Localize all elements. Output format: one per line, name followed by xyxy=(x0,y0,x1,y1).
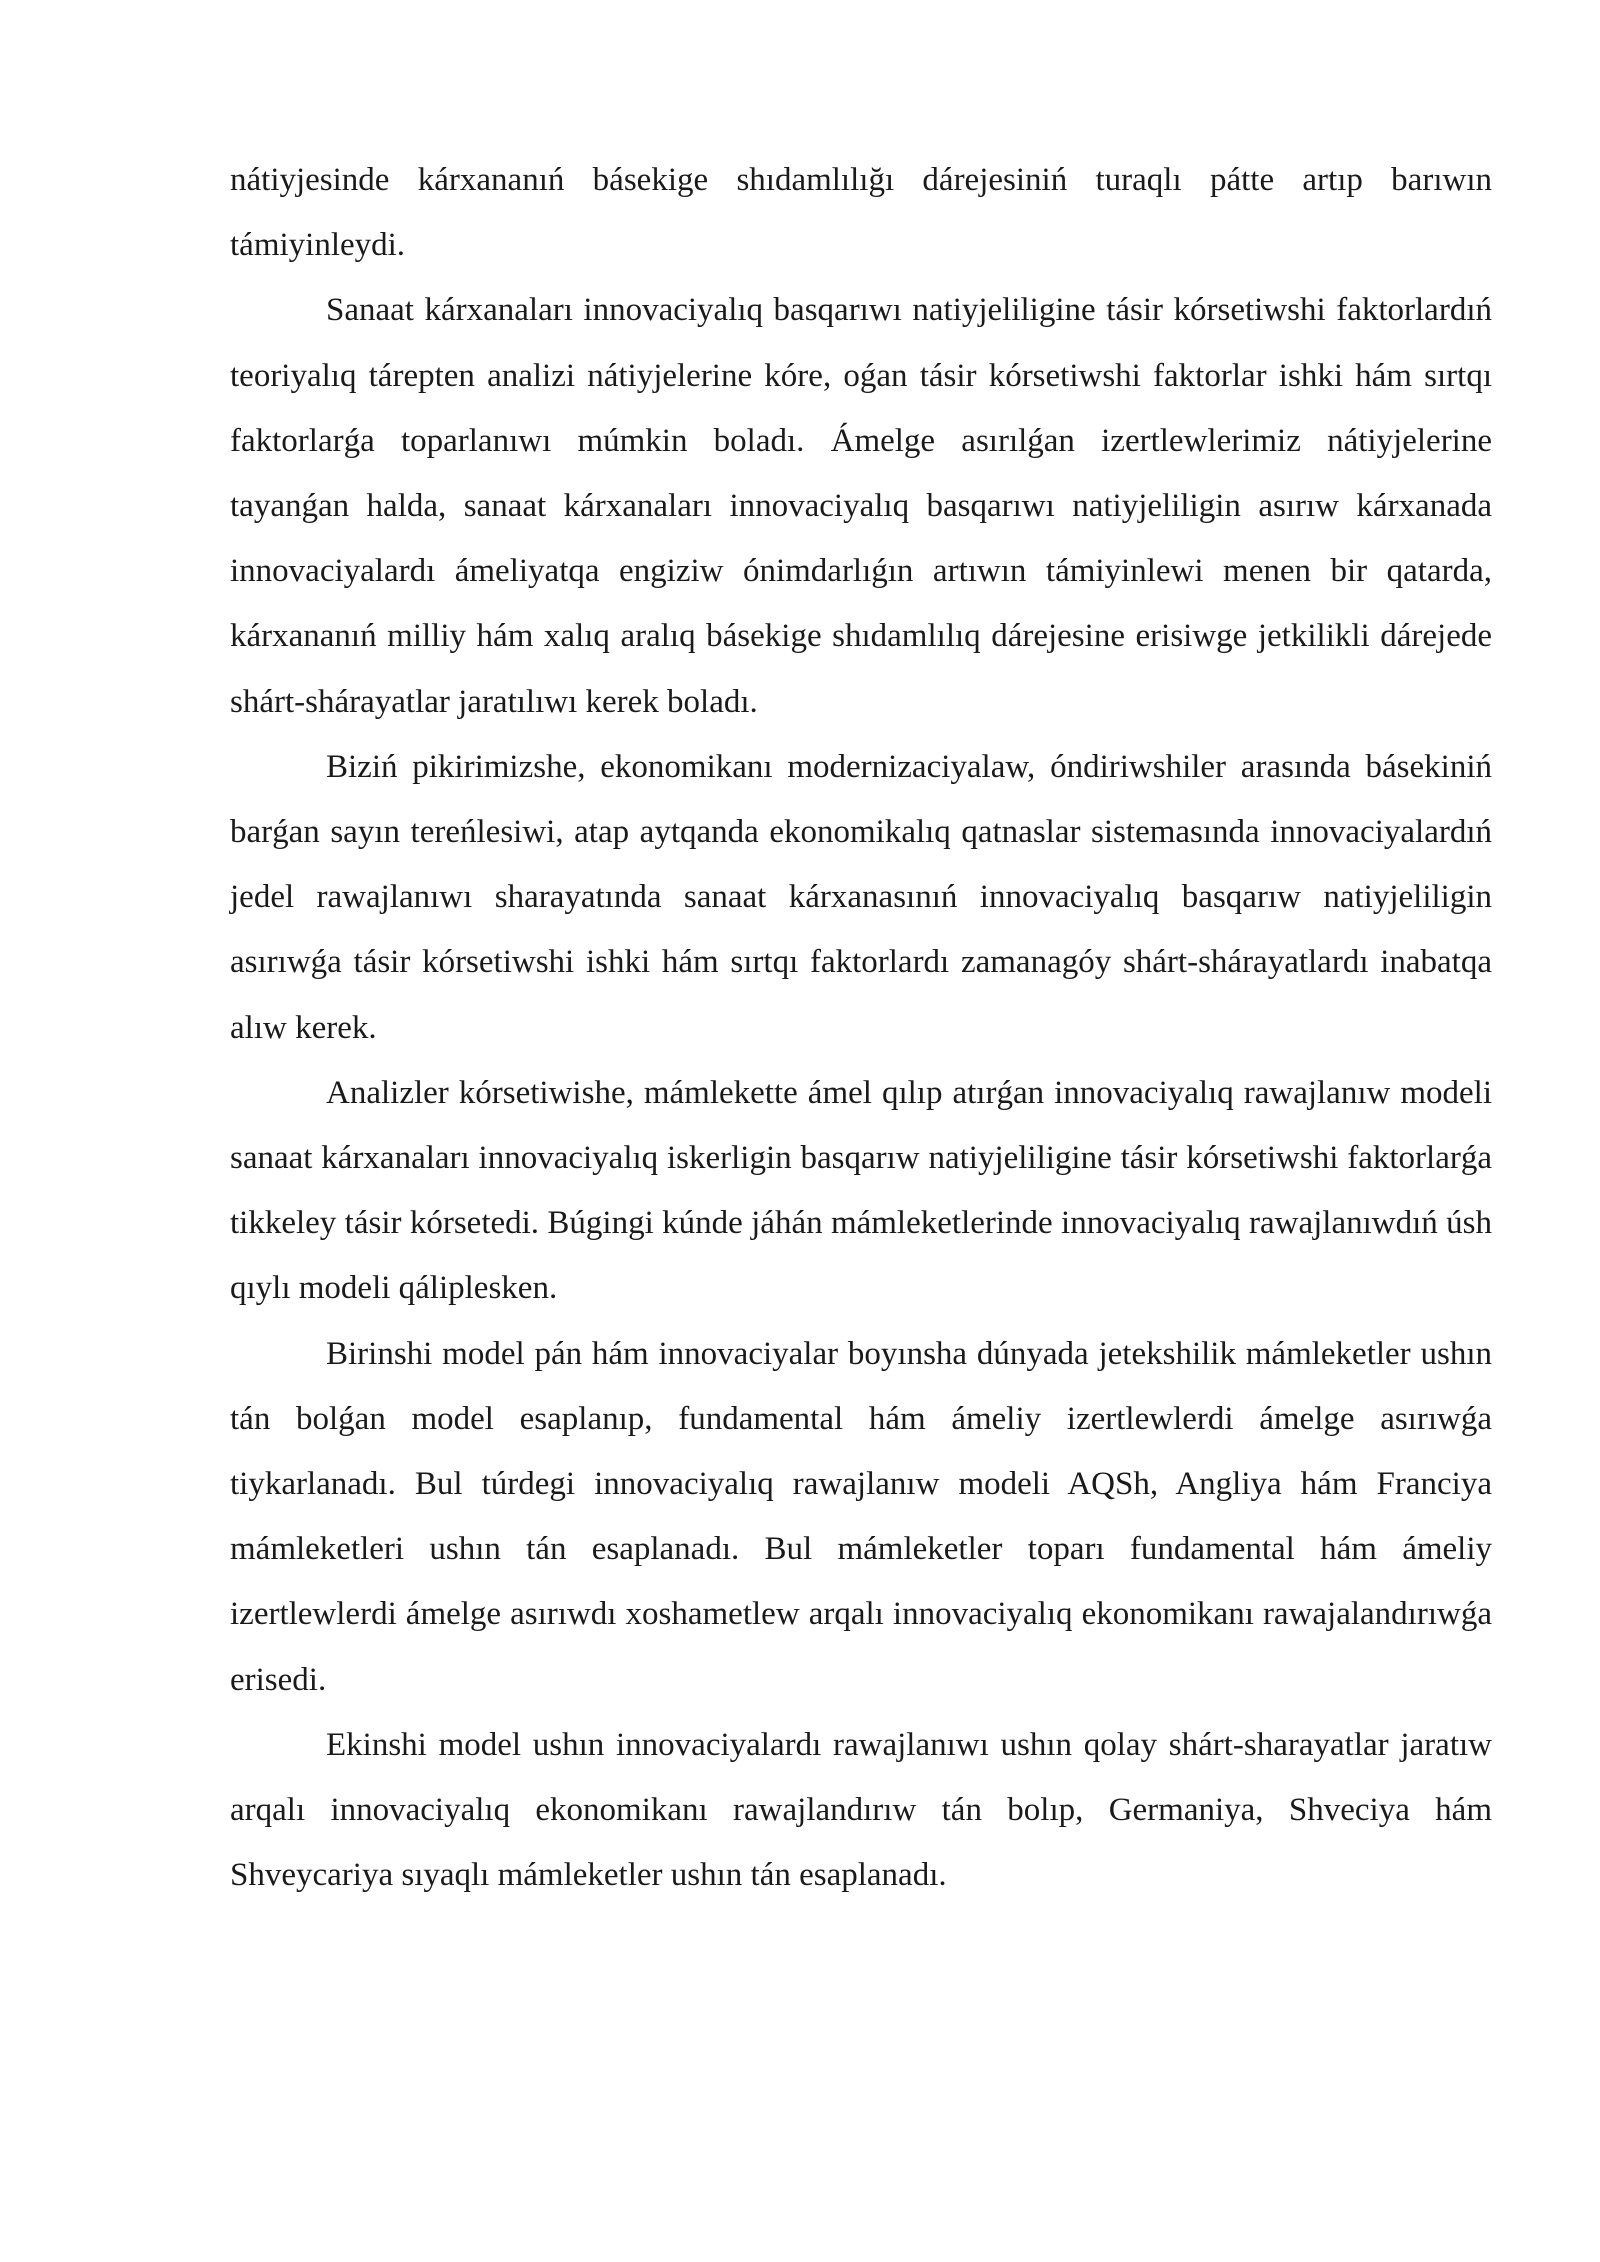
paragraph: Sanaat kárxanaları innovaciyalıq basqarıwı natiyjeliligine tásir kórsetiwshi faktorlardıń teoriyalıq tárepten analizi nátiyjelerine kóre, oǵan tásir kórsetiwshi faktorlar ishki hám sırtqı faktorlarǵa toparlanıwı múmkin boladı. Ámelge asırılǵan izertlewlerimiz nátiyjelerine tayanǵan halda, sanaat kárxanaları innovaciyalıq basqarıwı natiyjeliligin asırıw kárxanada innovaciyalardı ámeliyatqa engiziw ónimdarlıǵın artıwın támiyinlewi menen bir qatarda, kárxananıń milliy hám xalıq aralıq básekige shıdamlılıq dárejesine erisiwge jetkilikli dárejede shárt-shárayatlar jaratılıwı kerek boladı. xyxy=(230,292,1492,720)
paragraph-continuation: nátiyjesinde kárxananıń básekige shıdamlılığı dárejesiniń turaqlı pátte artıp barıwın támiyinleydi. xyxy=(230,162,1492,264)
paragraph: Biziń pikirimizshe, ekonomikanı modernizaciyalaw, óndiriwshiler arasında básekiniń barǵan sayın tereńlesiwi, atap aytqanda ekonomikalıq qatnaslar sistemasında innovaciyalardıń jedel rawajlanıwı sharayatında sanaat kárxanasınıń innovaciyalıq basqarıw natiyjeliligin asırıwǵa tásir kórsetiwshi ishki hám sırtqı faktorlardı zamanagóy shárt-shárayatlardı inabatqa alıw kerek. xyxy=(230,748,1492,1046)
paragraph: Ekinshi model ushın innovaciyalardı rawajlanıwı ushın qolay shárt-sharayatlar jaratıw arqalı innovaciyalıq ekonomikanı rawajlandırıw tán bolıp, Germaniya, Shveciya hám Shveycariya sıyaqlı mámleketler ushın tán esaplanadı. xyxy=(230,1726,1492,1894)
paragraph: Birinshi model pán hám innovaciyalar boyınsha dúnyada jetekshilik mámleketler ushın tán bolǵan model esaplanıp, fundamental hám ámeliy izertlewlerdi ámelge asırıwǵa tiykarlanadı. Bul túrdegi innovaciyalıq rawajlanıw modeli AQSh, Angliya hám Franciya mámleketleri ushın tán esaplanadı. Bul mámleketler toparı fundamental hám ámeliy izertlewlerdi ámelge asırıwdı xoshametlew arqalı innovaciyalıq ekonomikanı rawajalandırıwǵa erisedi. xyxy=(230,1335,1492,1698)
paragraph: Analizler kórsetiwishe, mámlekette ámel qılıp atırǵan innovaciyalıq rawajlanıw modeli sanaat kárxanaları innovaciyalıq iskerligin basqarıw natiyjeliligine tásir kórsetiwshi faktorlarǵa tikkeley tásir kórsetedi. Búgingi kúnde jáhán mámleketlerinde innovaciyalıq rawajlanıwdıń úsh qıylı modeli qáliplesken. xyxy=(230,1074,1492,1307)
document-body xyxy=(230,148,1492,1908)
